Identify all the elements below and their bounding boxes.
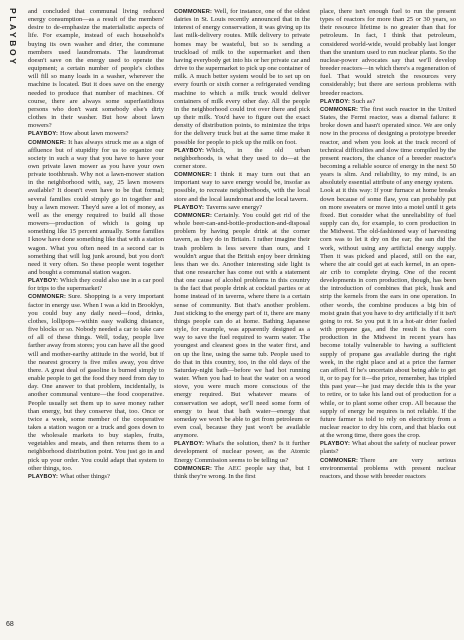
text-column-3	[320, 8, 456, 624]
paragraph-text: What other things?	[60, 472, 110, 480]
paragraph-text: Well, for instance, one of the oldest dairies in St. Louis recently announced that in the interest of energy conservation, it was giving up its last milk-delivery routes. Milk delivery to private homes may be wasteful, but so is sending a truckload of milk to the supermarket and then having everybody get into his or her private car and drive to the supermarket to pick up one container of milk. A much better system would be to set up on every fourth or sixth corner a refrigerated vending machine to which a milk truck would deliver containers of milk every other day. All the people in the neighborhood could trot over there and pick up their milk. You'd have to figure out the exact density of distribution points, to minimize the trips for the delivery truck but at the same time make it possible for people to pick up the milk on foot.	[174, 8, 310, 146]
paragraph	[320, 457, 456, 481]
speaker-label: PLAYBOY:	[174, 441, 205, 448]
speaker-label: PLAYBOY:	[174, 147, 205, 154]
paragraph	[28, 139, 164, 278]
paragraph	[320, 106, 456, 188]
speaker-label: PLAYBOY:	[320, 98, 351, 105]
paragraph	[174, 147, 310, 171]
paragraph	[174, 204, 310, 212]
paragraph	[28, 473, 164, 481]
speaker-label: PLAYBOY:	[320, 441, 351, 448]
paragraph	[174, 440, 310, 464]
paragraph-text: It has always struck me as a sign of affluence but of stupidity for us to organize our society in such a way that you have to have your own private lawn mower as you have your own private toothbrush. Why not a lawn-mower station in the neighborhood with, say, 25 lawn mowers available? It doesn't even have to be that formal; several families could simply go in together and buy a lawn mower. They'd save a lot of money, as well as the energy required to build all those mowers—production of which is going up something like 15 percent annually. Some families I know have done something like that with a station wagon. What you often need in a second car is something that will lug junk around, but you don't need it very often. So these people went together and bought a communal station wagon.	[28, 138, 164, 276]
paragraph-text: How about lawn mowers?	[60, 130, 129, 138]
paragraph-text: Taverns save energy?	[206, 203, 263, 211]
paragraph	[28, 130, 164, 138]
text-column-1	[28, 8, 164, 624]
paragraph-text: Which they could also use in a car pool for trips to the supermarket?	[28, 277, 164, 293]
paragraph-text: I think it may turn out that an important way to save energy would be, insofar as possible, to recreate neighborhoods, with the local store and the local laundromat and the local tavern.	[174, 171, 310, 203]
paragraph-text: and concluded that communal living reduced energy consumption—as a result of the members' desire to de-emphasize the materialistic aspects of life. For example, instead of each household's buying its own washer and drier, the commune members used laundromats. The laundromat doesn't save on the energy used to operate the equipment; a certain number of people's clothes will fill so many loads in a washer, wherever the machine is located. But it does save on the energy needed to produce that number of machines. Of course, there are always some superfastidious persons who don't want somebody else's dirty clothes in their washer. But how about lawn mowers?	[28, 8, 164, 130]
paragraph	[174, 8, 310, 147]
speaker-label: PLAYBOY:	[174, 204, 205, 211]
paragraph	[174, 465, 310, 481]
paragraph-text: Which, in the old urban neighborhoods, is what they used to do—at the corner store.	[174, 146, 310, 170]
paragraph-text: Look at it this way: If your furnace at home breaks down because of some flaw, you can probably put on more sweaters or move into a motel until it gets fixed. But consider what the unreliability of fuel supply can do, for example, to corn production in the Midwest. The old-fashioned way of harvesting corn was to let it dry on the ear; the sun did the work, without using any artificial energy supply. Then it was picked and placed, still on the ear, where the air could get at each kernel, in an open-air crib to complete drying. One of the recent developments in corn production, though, has been the introduction of combines that pick, husk and strip the kernels from the ears in one operation. In other words, the combine produces a big bin of moist grain that you have to dry artificially if it isn't going to rot. So you put it in a hot-air drier fueled with propane gas, and the result is that corn production in the Midwest in recent years has become totally vulnerable to having a sufficient supply of propane gas available during the right week, in the right place and at a price the farmer can afford. If he's uncertain about being able to get it, or to pay for it—the price, remember, has tripled this past year—he just may decide this is the year to retire, or to take his land out of production for a while, or to plant some other crop. All because the supply of energy he requires is not reliable. If the future farmer is told to rely on electricity from a nuclear reactor to dry his corn, and that blacks out at the wrong time, there goes the crop.	[320, 187, 456, 440]
speaker-label: COMMONER:	[174, 465, 213, 472]
speaker-label: PLAYBOY:	[28, 473, 59, 480]
paragraph	[28, 293, 164, 472]
paragraph	[174, 171, 310, 204]
speaker-label: COMMONER:	[174, 172, 213, 179]
masthead-playboy: PLAYBOY	[8, 8, 18, 67]
speaker-label: COMMONER:	[28, 139, 67, 146]
paragraph-text: Sure. Shopping is a very important factor in energy use. When I was a kid in Brooklyn, you could buy any daily need—food, drinks, clothes, lollipops—within easy walking distance, five blocks or so. Nobody needed a car to take care of all of these things. Well, today, people live farther away from stores; you can have all the good will and mother-earthy attitude in the world, but if the nearest grocery is five miles away, you drive there. A great deal of gasoline is burned simply to enable people to get the food they need from day to day. One answer to that problem, incidentally, is another communal venture—the food cooperative. People usually set them up to save money rather than energy, but they conserve that, too. Once or twice a week, some member of the cooperative takes a station wagon or a truck and goes down to the wholesale markets to buy staples, fruits, vegetables and meats, and then returns them to a neighborhood distribution point. You just go in and pick up your order. You could adapt that system to other things, too.	[28, 293, 164, 472]
speaker-label: PLAYBOY:	[28, 131, 59, 138]
paragraph-text: The AEC people say that, but I think they're wrong. In the first	[174, 464, 310, 480]
paragraph-text: There are very serious environmental problems with present nuclear reactors, and those with breeder reactors	[320, 456, 456, 480]
text-column-2	[174, 8, 310, 624]
paragraph	[174, 212, 310, 440]
paragraph-text: What's the solution, then? Is it further development of nuclear power, as the Atomic Energy Commission seems to be telling us?	[174, 440, 310, 464]
speaker-label: COMMONER:	[320, 457, 359, 464]
paragraph-text: The first such reactor in the United States, the Fermi reactor, was a dismal failure: it broke down and hasn't operated since. We are only now in the process of designing a prototype breeder reactor, and when you look at the track record of technical difficulties and slow time compiled by the present reactors, the chance of a breeder reactor's becoming a reliable source of energy in the next 50 years is slim. And reliability, to my mind, is an absolutely essential attribute of any energy system.	[320, 105, 456, 187]
paragraph-text: Certainly. You could get rid of the whole beer-can-and-bottle-production-and-disposal problem by having people drink at the corner tavern, as they do in Britain. I rather imagine their trash problem is less severe than ours, and I wouldn't argue that the British enjoy beer drinking less than we do. Another interesting side light is that one researcher has come out with a statement that one cause of alcohol problems in this country is the fact that people drink at cocktail parties or at home instead of in taverns, where there is a certain sense of community. But that's another problem. Just sticking to the energy part of it, there are many things people can do at home. Bathing Japanese style, for example, was apparently designed as a way to save the fuel required to warm water. The youngest and cleanest goes in the water first, and on up the line, using the same tub. People used to do that in this country, too, in the old days of the Saturday-night bath—before we had hot running water. When you had to heat the water on a wood stove, you were much more conscious of the energy required. But whatever means of conservation we adopt, we'll need some form of energy to heat that bath water—energy that someday we won't be able to get from petroleum or even coal, because they just won't be available anymore.	[174, 211, 310, 440]
speaker-label: COMMONER:	[320, 106, 359, 113]
paragraph-text: place, there isn't enough fuel to run the present types of reactors for more than 25 or 30 years, so their resource lifetime is no greater than that for petroleum. In fact, I think that petroleum, considered world-wide, would probably last longer than the uranium used to run nuclear plants. So the nuclear-power advocates say that we'll develop breeder reactors—in which there's a regeneration of fuel. That would stretch the resources very considerably; but there are serious problems with breeder reactors.	[320, 8, 456, 97]
article-columns	[28, 8, 456, 624]
speaker-label: COMMONER:	[28, 294, 67, 301]
paragraph	[320, 187, 456, 440]
speaker-label: COMMONER:	[174, 9, 213, 15]
paragraph	[28, 8, 164, 130]
paragraph	[320, 440, 456, 456]
speaker-label: PLAYBOY:	[28, 278, 59, 285]
page-number: 68	[6, 621, 14, 628]
paragraph	[320, 98, 456, 106]
paragraph-text: Such as?	[352, 97, 376, 105]
paragraph	[320, 8, 456, 98]
speaker-label: COMMONER:	[174, 212, 213, 219]
paragraph-text: What about the safety of nuclear power plants?	[320, 440, 456, 456]
paragraph	[28, 277, 164, 293]
